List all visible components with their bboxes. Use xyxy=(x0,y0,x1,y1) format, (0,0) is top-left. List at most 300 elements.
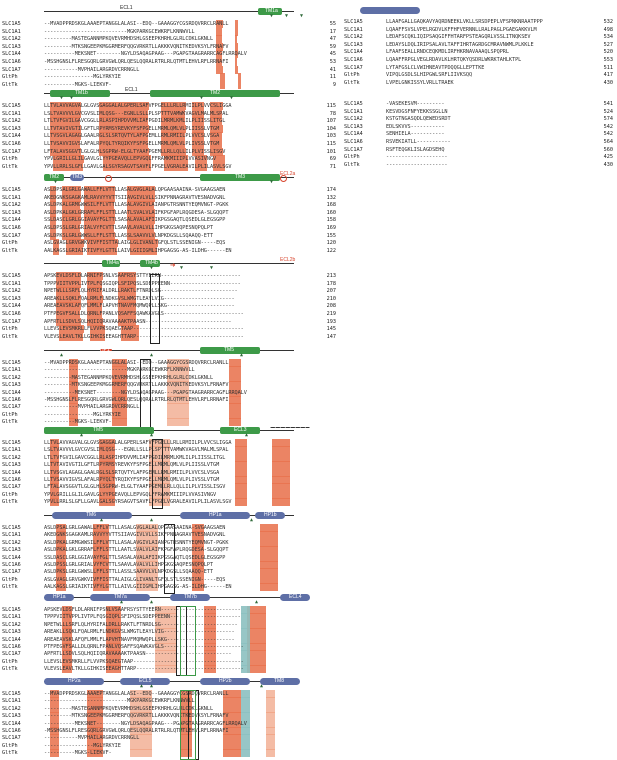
residue-count: 47 xyxy=(329,36,336,43)
sequence-name: GltTk xyxy=(2,247,18,254)
site-marker-icon: ▲ xyxy=(245,432,249,438)
sequence-residues: ---------MTKSNGEEPKMGGRMERFQQGVRKRTLLAKKKVQNITKEDVKSYLFRNAFV xyxy=(44,713,229,720)
alignment-row xyxy=(340,161,617,169)
sequence-residues: ---------MASTEGANNMPKQVEVRMHDSHLGSEEPKHRHLGLRLCDKLGKNLL xyxy=(44,36,214,43)
alignment-row xyxy=(0,749,340,757)
sequence-residues: LTLTVFGVILGAVCGGLLRLASPIHPDVVMLIAFPGDILMRMLKMLILPLIISSLITGL xyxy=(44,454,226,461)
site-marker-icon: ▲ xyxy=(100,517,104,523)
sequence-name: GltPh xyxy=(344,72,360,79)
residue-count: 120 xyxy=(326,240,336,247)
sequence-name: SLC1A1 xyxy=(344,108,363,115)
site-marker-icon: ▲ xyxy=(150,352,154,358)
sequence-name: SLC1A5 xyxy=(2,273,21,279)
sequence-name: SLC1A3 xyxy=(2,713,21,720)
helix-label: TM3 xyxy=(72,174,82,180)
sequence-residues: NPETWLLLSRFLQLHYRIFALDRLLRAKTLFTNRDLSG------------------------- xyxy=(44,621,238,628)
region-label: ECL1 xyxy=(125,87,138,93)
helix-label: HP2b xyxy=(219,678,232,684)
sequence-residues: LLTVLAVVAGVALGLGVSGAGGALALGPERLSAFVFPGELLLRLLRMIILPLVVCSLIGGA xyxy=(44,440,232,446)
residue-count: 132 xyxy=(326,194,336,201)
sequence-name: GltTk xyxy=(2,499,18,506)
sequence-name: GltPh xyxy=(2,742,18,749)
sequence-name: GltTk xyxy=(2,584,18,591)
highlight-box xyxy=(180,606,196,676)
sequence-residues: PTFPEGVFSALLDLQRNLFPANLVQSAFFSQAWKAVGLS-------------------------- xyxy=(44,644,244,650)
sequence-name: SLC1A7 xyxy=(344,146,363,153)
sequence-residues: ASLDPKALGKLGRRAFLFFLSTTLLAATLSVALVLAIFKPGFAPLRQGDESA-SLGQQPT xyxy=(44,547,229,554)
residue-count: 115 xyxy=(326,141,336,147)
annotation-baseline xyxy=(44,597,294,598)
region-label: ECL2b xyxy=(280,257,296,263)
sequence-residues: ----------MEKSNET--------NGYLDSAQAGPAAG---PGAPGTAAGRARRCAGFLRRQALV xyxy=(44,389,247,396)
sequence-name: GltPh xyxy=(2,411,18,418)
residue-count: 574 xyxy=(603,116,613,123)
sequence-residues: KSTGTNGASQDLQEWEDSRDT xyxy=(386,116,451,123)
sequence-name: SLC1A4 xyxy=(2,133,21,140)
site-marker-icon: ▲ xyxy=(255,599,259,605)
residue-count: 425 xyxy=(603,154,613,161)
helix-label: TM8 xyxy=(274,678,284,684)
sequence-residues: ----------MEKSNET--------NGYLDSAQAGPAAG---PGAPGTAAGRARRCAGFLRRQALV xyxy=(44,51,247,58)
sequence-name: SLC1A5 xyxy=(344,101,363,107)
conservation-highlight xyxy=(235,498,247,506)
alignment-block xyxy=(0,510,340,590)
helix-label: TM7b xyxy=(184,594,197,600)
alignment-row xyxy=(340,79,617,87)
helix-label: TM2 xyxy=(210,90,220,96)
site-marker-icon: ▲ xyxy=(140,683,144,689)
sequence-name: SLC1A2 xyxy=(344,34,363,41)
sequence-residues: AKEDGNKSGAGKAMLRAVVYYVTTSIIAVGIVLVLLSIKFPNNAGRAVTVESNADVGNL xyxy=(44,194,226,201)
alignment-block xyxy=(340,6,617,90)
sequence-residues: LQAAFFRPGLVEGLRDAVLKLHRTQKYQSDRLWKRKTAHLKTPL xyxy=(386,57,522,63)
site-marker-icon: ▲ xyxy=(150,599,154,605)
residue-count: 145 xyxy=(326,326,336,333)
alignment-block xyxy=(0,676,340,756)
sequence-name: SLC1A3 xyxy=(2,125,21,132)
helix-label: TM5 xyxy=(93,427,103,433)
sequence-residues: --MVADPPRDSKGLAAAEPTANGGLALASI--EDQ--GAAAGGYCGSRDQVRRCLRANLL xyxy=(44,21,229,27)
sequence-name: SLC1A6 xyxy=(344,57,363,63)
sequence-residues: -MSSHGNSLFLRESGQRLGRVGWLQRLQESLQQRALRTRLRLQTMTLEHVLRFLRRNAFI xyxy=(44,397,229,403)
conservation-highlight xyxy=(260,583,278,591)
sequence-residues: KESVDGSFNFYEKKSSGLLN xyxy=(386,108,448,115)
residue-count: 417 xyxy=(603,72,613,79)
sequence-residues: ----------MGKS-LIEKVF- xyxy=(44,750,112,757)
residue-count: 208 xyxy=(326,303,336,310)
residue-count: 210 xyxy=(326,295,336,302)
site-marker-icon: ▼ xyxy=(210,265,214,271)
sequence-residues: AKEDGNKSGAGKAMLRAVVYYVTTSIIAVGIVLVLLSIKFPNNAGRAVTVESNADVGNL xyxy=(44,532,226,539)
residue-count: 69 xyxy=(329,156,336,163)
helix-label: TM4a xyxy=(106,260,119,266)
sequence-residues: LLTVSGVLAGAGLGAALRGLSLSRTQVTYLAFPGEMLLRMLRMIILPLVVCSLVSGA xyxy=(44,133,220,140)
sequence-residues: ASLDPKALGKLGRRAFLFFLSTTLLAATLSVALVLAIFKPGFAPLRQGDESA-SLGQQPT xyxy=(44,209,229,216)
sequence-residues: LFTALAVSGGVTLGLGLHLSGPRW-ELGLTYAAFPGEMLLRLLQLLILPLVISSLISGV xyxy=(44,484,226,491)
sequence-residues: LVPELGNKISSYLVRLLTRAEK xyxy=(386,79,454,86)
sequence-name: SLC1A5 xyxy=(2,525,21,531)
sequence-name: SLC1A4 xyxy=(2,217,21,224)
site-marker-icon: ▼ xyxy=(230,95,234,101)
sequence-residues: LLTVSGVLAGAGLGAALRGLSLSRTQVTYLAFPGEMLLRMLRMIILPLVVCSLVSGA xyxy=(44,469,220,476)
residue-count: 430 xyxy=(603,79,613,86)
sequence-residues: LSLTVAVVVLGVCGVSLIMLQSG---EGNLLSLLPLSPTTTVAMWKVAGVLMALMLSPAL xyxy=(44,110,229,117)
sequence-name: SLC1A4 xyxy=(2,303,21,310)
sequence-residues: AREAEAVSKLAFQFLMMLFLAPVHTNAVFMQMWQPLLSKG---------------------- xyxy=(44,636,235,643)
helix-label: ECL4 xyxy=(289,594,302,600)
residue-count: 534 xyxy=(603,34,613,41)
residue-count: 213 xyxy=(326,273,336,279)
sequence-name: GltPh xyxy=(2,326,18,333)
sequence-name: SLC1A4 xyxy=(2,636,21,643)
site-marker-icon: ▲ xyxy=(250,517,254,523)
sequence-name: GltTk xyxy=(2,419,18,426)
sequence-residues: ---------MASTEGANNMPKQVEVRMHDSHLGSEEPKHRHLGLRLCDKLGKNLL xyxy=(44,705,214,712)
sequence-name: GltPh xyxy=(2,576,18,583)
site-marker-icon: ▼ xyxy=(285,13,289,19)
sequence-name: SLC1A4 xyxy=(344,131,363,138)
sequence-residues: ---------------------------MGKPARKGCEWKRFLKNNWVLL xyxy=(44,367,195,374)
helix-label: TM1b xyxy=(75,90,88,96)
sequence-residues: ---------MTKSNGEEPKMGGRMERFQQGVRKRTLLAKKKVQNITKEDVKSYLFRNAFV xyxy=(44,382,229,389)
sequence-name: SLC1A1 xyxy=(2,698,21,705)
sequence-residues: APSKEVLDSFLDLARNIFPSNLVSAAFRSYSTTYEERN-------------------------- xyxy=(44,607,241,613)
site-marker-icon: ▲ xyxy=(80,432,84,438)
sequence-residues: LLTVLAVVAGVALGLGVSGAGGALALGPERLSAFVFPGELLLRLLRMIILPLVVCSLIGGA xyxy=(44,103,232,109)
residue-count: 553 xyxy=(603,57,613,63)
site-marker-icon: ▼ xyxy=(200,95,204,101)
sequence-name: SLC1A3 xyxy=(2,547,21,554)
highlight-box xyxy=(164,524,175,594)
residue-count: 122 xyxy=(326,247,336,254)
sequence-residues: AREAEAVSKLAFQFLMMLFLAPVHTNAVFMQMWQPLLSKG---------------------- xyxy=(44,303,235,310)
sequence-name: GltTk xyxy=(2,666,18,673)
sequence-name: SLC1A1 xyxy=(2,280,21,287)
sequence-name: GltTk xyxy=(2,750,18,757)
sequence-name: SLC1A6 xyxy=(2,225,21,231)
sequence-name: SLC1A3 xyxy=(2,43,21,50)
sequence-residues: --MVADPPRDSKGLAAAEPTANGGLALASI--EDQ--GAAAGGYCGSRDQVRRCLRANLL xyxy=(44,360,229,366)
helix-label: HP1 xyxy=(100,347,110,353)
sequence-name: SLC1A5 xyxy=(2,607,21,613)
residue-count: 564 xyxy=(603,139,613,145)
sequence-name: GltPh xyxy=(2,74,18,81)
sequence-name: SLC1A2 xyxy=(2,539,21,546)
residue-count: 45 xyxy=(329,51,336,58)
sequence-name: SLC1A2 xyxy=(2,202,21,209)
sequence-name: SLC1A7 xyxy=(2,318,21,325)
sequence-name: GltPh xyxy=(2,156,18,163)
sequence-residues: ---------MTKSNGEEPKMGGRMERFQQGVRKRTLLAKKKVQNITKEDVKSYLFRNAFV xyxy=(44,43,229,50)
sequence-name: SLC1A6 xyxy=(2,644,21,650)
sequence-name: SLC1A1 xyxy=(344,26,363,33)
sequence-name: SLC1A5 xyxy=(2,691,21,697)
sequence-residues: APSKEVLDSFLDLARNIFPSNLVSAAFRSYSTTYEERN-------------------------- xyxy=(44,273,241,279)
conservation-highlight xyxy=(266,749,275,757)
sequence-name: GltTk xyxy=(2,333,18,340)
helix-label: TM6 xyxy=(86,512,96,518)
site-marker-icon: ▼ xyxy=(300,13,304,19)
sequence-residues: LFAAFSEALLRNDCEQKMDLIRFHKRNAVAAAQLSPQPRL xyxy=(386,49,509,56)
sequence-name: SLC1A7 xyxy=(344,64,363,71)
sequence-residues: TPPPVIITVPPLIVTPLFQSGIQPLSFIPQSLSDEPPEENN----------------------- xyxy=(44,614,241,621)
site-marker-icon: ▲ xyxy=(60,352,64,358)
sequence-residues: ASLDPKALGRMGWWSILFFLVTTLLASALAVGIVLAIANPGTRSNNTYEQMVNGT-PGKK xyxy=(44,539,229,546)
helix-bar xyxy=(360,7,420,14)
alignment-row xyxy=(0,665,340,673)
ecl2-annotation xyxy=(0,0,340,340)
sequence-residues: YPVLGRILLGLILGAVLGLYYPGEAVQLLEPVGQLFFRAMKMIIIPLVVASIVNGV xyxy=(44,156,217,163)
residue-count: 17 xyxy=(329,28,336,35)
sequence-residues: ASLGVAGLGRVGWKVIVFFISTTALAIGLGLIVANLTGFQLSTLSSENIGN-----EQS xyxy=(44,576,226,583)
sequence-residues: RSFTEQGKLISLAGDSEHQ xyxy=(386,146,445,153)
sequence-residues: LFTALAVSGGVTLGLGLHLSGPRW-ELGLTYAAFPGEMLLRLLQLLILPLVISSLISGV xyxy=(44,148,226,155)
sequence-name: SLC1A4 xyxy=(2,469,21,476)
region-label: ECL1 xyxy=(120,5,133,11)
sequence-name: SLC1A2 xyxy=(2,705,21,712)
sequence-name: SLC1A7 xyxy=(2,66,21,73)
sequence-name: SLC1A6 xyxy=(2,311,21,317)
sequence-residues: ---------------------------MGKPARKGCEWKRFLKNNWVLL xyxy=(44,698,195,705)
residue-count: 520 xyxy=(603,49,613,56)
sequence-residues: LEDAYSLDQLIRIPSALAVLTAFFIHRTAGRDGCMRAVNWMLPLKKLE xyxy=(386,41,534,48)
sequence-residues: ASLDPSSLGRLGRIALVYFCVTTLSAAVLAVALVLLIHPGKGSAQPESNQPQLPT xyxy=(44,562,214,568)
sequence-name: SLC1A4 xyxy=(2,51,21,58)
residue-count: 169 xyxy=(326,225,336,231)
residue-count: 511 xyxy=(603,64,613,71)
sequence-residues: ----------------MGLYRKYIE xyxy=(44,411,121,418)
residue-count: 103 xyxy=(326,133,336,140)
sequence-residues: -----------MVPHAILARGRDVCRRNGLL xyxy=(44,66,140,73)
sequence-residues: -MSSHGNSLFLRESGQRLGRVGWLQRLQESLQQRALRTRLRLQTMTLEHVLRFLRRNAFI xyxy=(44,59,229,65)
sequence-name: SLC1A7 xyxy=(2,404,21,411)
sequence-residues: LEDAFSCQKLIQIPSAQGIFFHTARFPSTEAGQRLVSSLITNQKSEV xyxy=(386,34,531,41)
sequence-name: GltPh xyxy=(344,154,360,161)
residue-count: 532 xyxy=(603,19,613,25)
sequence-name: SLC1A3 xyxy=(344,41,363,48)
residue-count: 11 xyxy=(329,74,336,81)
sequence-residues: ----------------MGLYRKYIE xyxy=(44,74,121,81)
sequence-residues: PTFPEGVFSALLDLQRNLFPANLVQSAFFSQAWKAVGLS-------------------------- xyxy=(44,311,244,317)
conservation-highlight xyxy=(223,749,241,757)
site-marker-icon: ▲ xyxy=(150,517,154,523)
residue-count: 430 xyxy=(603,161,613,168)
site-marker-icon: ▼ xyxy=(60,95,64,101)
residue-count: 542 xyxy=(603,123,613,130)
sequence-name: GltTk xyxy=(2,163,18,170)
sequence-name: SLC1A7 xyxy=(2,232,21,239)
conservation-highlight xyxy=(241,749,250,757)
annotation-row xyxy=(340,6,617,16)
helix-label: TM2 xyxy=(49,174,59,180)
residue-count: 158 xyxy=(326,217,336,224)
sequence-residues: LLTVSAVVIGVSLAFALRPYQLTYRQIKYFSFPGELLMRMLQMLVLPLIVSSLVTGM xyxy=(44,477,220,483)
residue-count: 524 xyxy=(603,108,613,115)
helix-label: TM3 xyxy=(235,174,245,180)
sequence-residues: AALKAGSLGRIAIKTIVFYLGTTLLAIVLGIIIGMLIHPGAGSG-AS-ILDHG------EN xyxy=(44,247,232,254)
sequence-residues: TPPPVIITVPPLIVTPLFQSGIQPLSFIPQSLSDEPPEENN----------------------- xyxy=(44,280,241,287)
sequence-name: SLC1A3 xyxy=(2,629,21,636)
sequence-name: SLC1A5 xyxy=(344,19,363,25)
arrow-right-icon: ➜ xyxy=(170,261,176,271)
sequence-residues: VIPQLGSDLSLHIPGWLSRFLIIVKSQQ xyxy=(386,72,473,79)
site-marker-icon: ▼ xyxy=(54,179,58,185)
sequence-name: SLC1A7 xyxy=(2,735,21,742)
sequence-residues: ASLDPSALGRLGAWALLFFLVTTLLASALGVGLALALQPGAASAAINA-SVGAAGSAEN xyxy=(44,187,226,193)
sequence-name: SLC1A6 xyxy=(2,562,21,568)
sequence-residues: RSVEKIATLL----------- xyxy=(386,139,451,145)
site-marker-icon: ▼ xyxy=(270,13,274,19)
sequence-residues: NPETWLLLSRFLQLHYRIFALDRLLRAKTLFTNRDLSG------------------------- xyxy=(44,288,238,295)
sequence-name: GltTk xyxy=(344,161,360,168)
residue-count: 101 xyxy=(326,148,336,155)
helix-label: HP1a xyxy=(53,594,66,600)
sequence-residues: ASLDPKALGRMGWWSILFFLVTTLLASALAVGIVLAIANPGTRSNNTYEQMVNGT-PGKK xyxy=(44,202,229,209)
sequence-name: SLC1A3 xyxy=(2,382,21,389)
circle-marker-icon xyxy=(105,175,112,182)
sequence-residues: LLEVSLEVSMKRLLFLVVPKSQAEGTAAP------------------------------------ xyxy=(44,326,244,333)
sequence-residues: -------------------- xyxy=(386,161,448,168)
sequence-name: SLC1A3 xyxy=(344,123,363,130)
conservation-highlight xyxy=(272,498,290,506)
sequence-name: SLC1A7 xyxy=(2,148,21,155)
helix-label: ECL3 xyxy=(234,427,247,433)
alignment-block xyxy=(0,345,340,425)
sequence-residues: ASLDPSALGRLGAWALLFFLVTTLLASALGVGLALALQPGAASAAINA-SVGAAGSAEN xyxy=(44,525,226,531)
sequence-residues: -------------------- xyxy=(386,154,448,161)
sequence-residues: APFRTLLSDVLSQLHQIIQRAVAAAAKTPAASN---------------------------- xyxy=(44,318,232,325)
sequence-residues: -----------MVPHAILARGRDVCRRNGLL xyxy=(44,735,140,742)
residue-count: 560 xyxy=(603,146,613,153)
residue-count: 53 xyxy=(329,59,336,65)
sequence-name: SLC1A6 xyxy=(2,728,21,734)
sequence-name: SLC1A1 xyxy=(2,447,21,454)
site-marker-icon: ▼ xyxy=(270,179,274,185)
alignment-block xyxy=(340,88,617,172)
residue-count: 155 xyxy=(326,232,336,239)
highlight-box xyxy=(180,690,196,760)
sequence-name: SLC1A3 xyxy=(2,462,21,469)
residue-count: 107 xyxy=(326,118,336,125)
sequence-residues: ASLDPKSLGRLGWWSLLFFLSTTLLASSLSAAVVLVLNPKDGSLLSQAAQQ-ETT xyxy=(44,569,214,576)
helix-bar xyxy=(270,427,310,428)
sequence-name: SLC1A3 xyxy=(2,295,21,302)
alignment-block xyxy=(0,425,340,505)
sequence-name: SLC1A1 xyxy=(2,194,21,201)
sequence-residues: ASLDPKSLGRLGWWSLLFFLSTTLLASSLSAAVVLVLNPKDGSLLSQAAQQ-ETT xyxy=(44,232,214,239)
sequence-name: SLC1A5 xyxy=(2,187,21,193)
residue-count: 71 xyxy=(329,163,336,170)
sequence-residues: SENHIELA----------- xyxy=(386,131,445,138)
sequence-name: SLC1A1 xyxy=(2,614,21,621)
residue-count: 498 xyxy=(603,26,613,33)
site-marker-icon: ▲ xyxy=(260,683,264,689)
conservation-highlight xyxy=(130,749,152,757)
sequence-name: SLC1A2 xyxy=(2,288,21,295)
sequence-name: SLC1A4 xyxy=(344,49,363,56)
sequence-name: SLC1A1 xyxy=(2,367,21,374)
sequence-name: SLC1A7 xyxy=(2,484,21,491)
sequence-residues: SSLDASCLGRLGGIAVAYFGLTTLSASALAVALAFIIKPGSGAQTLQSEDLGLEGSGPP xyxy=(44,554,226,561)
sequence-residues: LLTVSAVVIGVSLAFALRPYQLTYRQIKYFSFPGELLMRMLQMLVLPLIVSSLVTGM xyxy=(44,141,220,147)
sequence-name: GltPh xyxy=(2,240,18,247)
site-marker-icon: ▲ xyxy=(150,683,154,689)
helix-label: TM5 xyxy=(224,347,234,353)
sequence-name: SLC1A1 xyxy=(2,532,21,539)
site-marker-icon: ▲ xyxy=(150,432,154,438)
residue-count: 160 xyxy=(326,209,336,216)
sequence-residues: LLTVTAVIVGTILGFTLRPYRMSYREVKYFSFPGELLMRMLQMLVLPLIISSLVTGM xyxy=(44,125,220,132)
sequence-name: SLC1A7 xyxy=(2,651,21,658)
sequence-name: SLC1A1 xyxy=(2,28,21,35)
sequence-residues: AREAKLLSQKLFQALRMLFLNDKGVSLWMGTLEAYLVIG----------------------- xyxy=(44,629,235,636)
sequence-residues: LYTAFGSLCLVWIHNEAVTPDQQGLLEPTTKE xyxy=(386,64,485,71)
sequence-name: GltTk xyxy=(2,81,18,88)
residue-count: 542 xyxy=(603,131,613,138)
residue-count: 207 xyxy=(326,288,336,295)
sequence-residues: ----------MEKSNET--------NGYLDSAQAGPAAG---PGAPGTAAGRARRCAGFLRRQALV xyxy=(44,720,247,727)
sequence-name: SLC1A6 xyxy=(344,139,363,145)
sequence-name: SLC1A4 xyxy=(2,720,21,727)
residue-count: 78 xyxy=(329,110,336,117)
sequence-name: SLC1A6 xyxy=(2,477,21,483)
helix-label: ECL5 xyxy=(139,678,152,684)
sequence-name: SLC1A2 xyxy=(2,454,21,461)
sequence-name: SLC1A7 xyxy=(2,569,21,576)
sequence-residues: AALKAGSLGRIAIKTIVFYLGTTLLAIVLGIIIGMLIHPGAGSG-AS-ILDHG------EN xyxy=(44,584,232,591)
sequence-residues: ----------MGKS-LIEKVF- xyxy=(44,419,112,426)
sequence-residues: LQAAFFSVSLVPELRGDVLKFFHFVERNNLLRALPAGLPGAEGAKKVLM xyxy=(386,26,537,33)
sequence-name: SLC1A3 xyxy=(2,209,21,216)
sequence-name: SLC1A1 xyxy=(2,110,21,117)
helix-label: HP1a xyxy=(209,512,222,518)
sequence-residues: VLEVSLEAVLTKLLGIHKISEEAGHTTARP----------------------------------- xyxy=(44,666,244,673)
sequence-name: SLC1A2 xyxy=(344,116,363,123)
residue-count: 193 xyxy=(326,318,336,325)
sequence-residues: LTLTVFGVILGAVCGGLLRLASPIHPDVVMLIAFPGDILMRMLKMLILPLIISSLITGL xyxy=(44,118,226,125)
sequence-residues: --MVADPPRDSKGLAAAEPTANGGLALASI--EDQ--GAAAGGYCGSRDQVRRCLRANLL xyxy=(44,691,229,697)
sequence-residues: APFRTLLSDVLSQLHQIIQRAVAAAAKTPAASN---------------------------- xyxy=(44,651,232,658)
sequence-name: SLC1A5 xyxy=(2,360,21,366)
residue-count: 219 xyxy=(326,311,336,317)
sequence-residues: ---------MASTEGANNMPKQVEVRMHDSHLGSEEPKHRHLGLRLCDKLGKNLL xyxy=(44,374,214,381)
sequence-name: SLC1A2 xyxy=(2,374,21,381)
helix-label: TM7a xyxy=(114,594,127,600)
residue-count: 115 xyxy=(326,103,336,109)
sequence-residues: AREAKLLSQKLFQALRMLFLNDKGVSLWMGTLEAYLVIG----------------------- xyxy=(44,295,235,302)
sequence-residues: ----------------MGLYRKYIE xyxy=(44,742,121,749)
sequence-name: SLC1A4 xyxy=(2,389,21,396)
sequence-name: SLC1A6 xyxy=(2,141,21,147)
sequence-residues: ASLGVAGLGRVGWKVIVFFISTTALAIGLGLIVANLTGFQLSTLSSENIGN-----EQS xyxy=(44,240,226,247)
sequence-name: SLC1A4 xyxy=(2,554,21,561)
site-marker-icon: ▼ xyxy=(150,265,154,271)
sequence-name: SLC1A2 xyxy=(2,118,21,125)
sequence-name: GltPh xyxy=(2,491,18,498)
residue-count: 178 xyxy=(326,280,336,287)
sequence-residues: SSLDASCLGRLGGIAVAYFGLTTLSASALAVALAFIIKPGSGAQTLQSEDLGLEGSGPP xyxy=(44,217,226,224)
sequence-residues: LLTVTAVIVGTILGFTLRPYRMSYREVKYFSFPGELLMRMLQMLVLPLIISSLVTGM xyxy=(44,462,220,469)
sequence-name: SLC1A6 xyxy=(2,397,21,403)
sequence-residues: YPVLLRRLSLGFLLGAVLGALSGYRSAGVTSAVFLFPGELVGRALEAVILPLILASVLSGV xyxy=(44,499,232,506)
sequence-residues: ----------MGKS-LIEKVF- xyxy=(44,81,112,88)
sequence-residues: -----------MVPHAILARGRDVCRRNGLL xyxy=(44,404,140,411)
residue-count: 41 xyxy=(329,66,336,73)
sequence-residues: ASLDPSSLGRLGRIALVYFCVTTLSAAVLAVALVLLIHPGKGSAQPESNQPQLPT xyxy=(44,225,214,231)
sequence-residues: ---------------------------MGKPARKGCEWKRFLKNNWVLL xyxy=(44,28,195,35)
sequence-name: SLC1A2 xyxy=(2,36,21,43)
sequence-name: GltPh xyxy=(2,658,18,665)
